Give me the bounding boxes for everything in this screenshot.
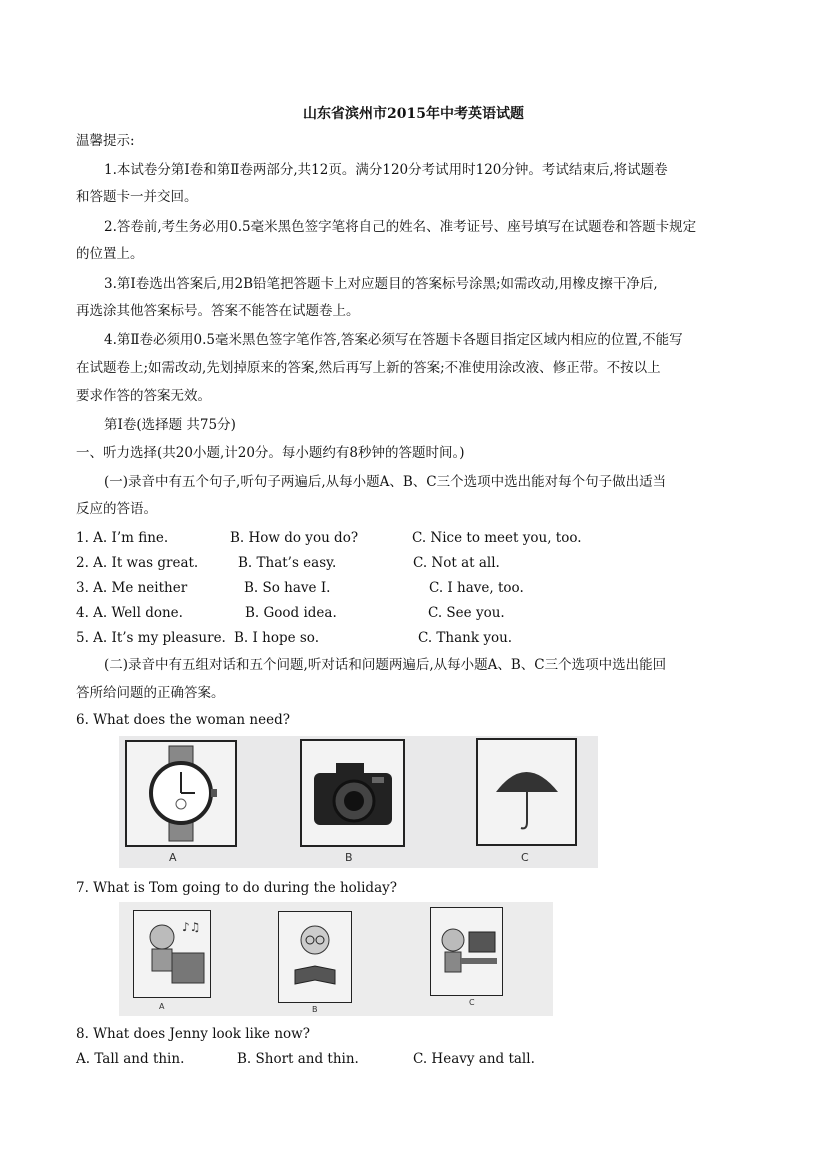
question-7: 7. What is Tom going to do during the holiday?: [76, 880, 397, 896]
sub2-instruction: (二)录音中有五组对话和五个问题,听对话和问题两遍后,从每小题A、B、C三个选项中选出能回: [104, 657, 667, 673]
question-6: 6. What does the woman need?: [76, 712, 290, 728]
q3-option-c: C. I have, too.: [429, 580, 524, 596]
tip-line: 2.答卷前,考生务必用0.5毫米黑色签字笔将自己的姓名、准考证号、座号填写在试题卷和答题卡规定: [104, 219, 697, 235]
page-title: 山东省滨州市2015年中考英语试题: [303, 106, 524, 122]
tip-line: 和答题卡一并交回。: [76, 189, 198, 205]
q1-option-a: 1. A. I’m fine.: [76, 530, 169, 546]
tips-heading: 温馨提示:: [76, 133, 135, 149]
sub2-instruction: 答所给问题的正确答案。: [76, 685, 225, 701]
reading-icon: [278, 911, 352, 1003]
q7-picture-strip: [119, 902, 553, 1016]
tip-line: 1.本试卷分第Ⅰ卷和第Ⅱ卷两部分,共12页。满分120分考试用时120分钟。考试结束后,将试题卷: [104, 162, 668, 178]
q2-option-a: 2. A. It was great.: [76, 555, 199, 571]
q7-label-c: C: [469, 998, 475, 1007]
q6-label-b: B: [345, 851, 353, 864]
svg-text:♪♫: ♪♫: [182, 920, 201, 934]
section-label: 第Ⅰ卷(选择题 共75分): [104, 417, 236, 433]
q2-option-c: C. Not at all.: [413, 555, 500, 571]
camera-icon: [300, 739, 405, 847]
umbrella-icon: [476, 738, 577, 846]
piano-icon: [133, 910, 211, 998]
q6-label-a: A: [169, 851, 177, 864]
computer-icon: [430, 907, 503, 996]
q5-option-c: C. Thank you.: [418, 630, 513, 646]
sub1-instruction: (一)录音中有五个句子,听句子两遍后,从每小题A、B、C三个选项中选出能对每个句子做出适当: [104, 474, 667, 490]
q5-option-b: B. I hope so.: [234, 630, 319, 646]
q7-label-a: A: [159, 1002, 165, 1011]
q2-option-b: B. That’s easy.: [238, 555, 337, 571]
q7-label-b: B: [312, 1005, 318, 1014]
tip-line: 4.第Ⅱ卷必须用0.5毫米黑色签字笔作答,答案必须写在答题卡各题目指定区域内相应的位置,不能写: [104, 332, 683, 348]
q3-option-a: 3. A. Me neither: [76, 580, 188, 596]
tip-line: 3.第Ⅰ卷选出答案后,用2B铅笔把答题卡上对应题目的答案标号涂黑;如需改动,用橡皮擦干净后,: [104, 276, 658, 292]
q4-option-b: B. Good idea.: [245, 605, 337, 621]
q6-picture-strip: [119, 736, 598, 868]
q6-label-c: C: [521, 851, 529, 864]
watch-icon: [125, 740, 237, 847]
q8-option-a: A. Tall and thin.: [76, 1051, 185, 1067]
q1-option-c: C. Nice to meet you, too.: [412, 530, 582, 546]
question-8: 8. What does Jenny look like now?: [76, 1026, 310, 1042]
tip-line: 要求作答的答案无效。: [76, 388, 211, 404]
q8-option-b: B. Short and thin.: [237, 1051, 359, 1067]
q3-option-b: B. So have I.: [244, 580, 331, 596]
q4-option-a: 4. A. Well done.: [76, 605, 183, 621]
sub1-instruction: 反应的答语。: [76, 501, 157, 517]
q5-option-a: 5. A. It’s my pleasure.: [76, 630, 226, 646]
q1-option-b: B. How do you do?: [230, 530, 359, 546]
q8-option-c: C. Heavy and tall.: [413, 1051, 535, 1067]
tip-line: 在试题卷上;如需改动,先划掉原来的答案,然后再写上新的答案;不准使用涂改液、修正带。不按以上: [76, 360, 661, 376]
q4-option-c: C. See you.: [428, 605, 505, 621]
tip-line: 再选涂其他答案标号。答案不能答在试题卷上。: [76, 303, 360, 319]
part1-heading: 一、听力选择(共20小题,计20分。每小题约有8秒钟的答题时间。): [76, 445, 465, 461]
tip-line: 的位置上。: [76, 246, 144, 262]
